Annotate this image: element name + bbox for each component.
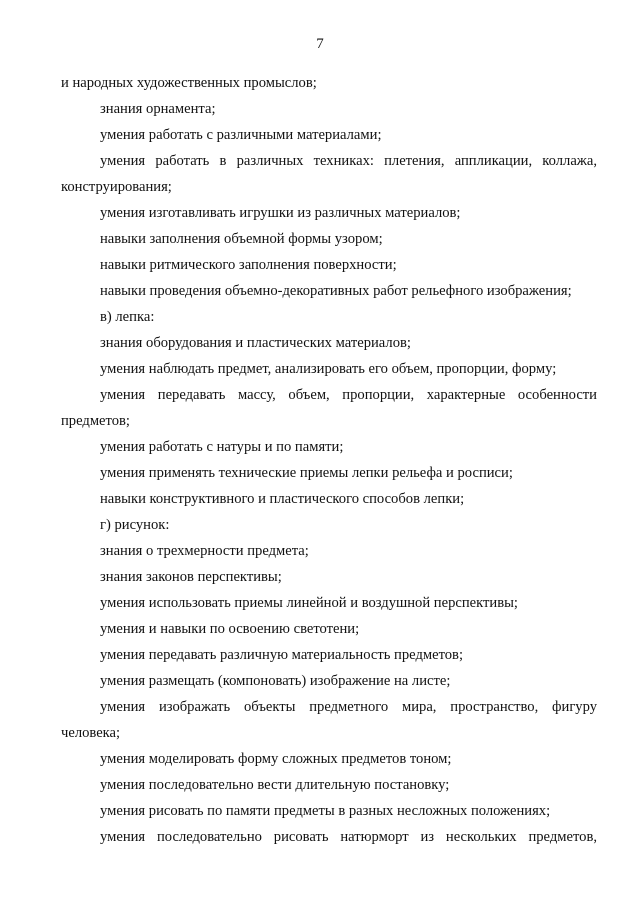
text-line-continuation: человека; bbox=[61, 725, 121, 741]
text-line: умения моделировать форму сложных предметов тоном; bbox=[100, 751, 452, 767]
document-body bbox=[61, 70, 597, 850]
text-line: навыки проведения объемно-декоративных работ рельефного изображения; bbox=[100, 283, 572, 299]
text-line: навыки ритмического заполнения поверхности; bbox=[100, 257, 397, 273]
text-line: умения последовательно вести длительную постановку; bbox=[100, 777, 450, 793]
text-line: умения изображать объекты предметного мира, пространство, фигуру bbox=[100, 699, 597, 715]
section-heading-risunok: г) рисунок: bbox=[100, 517, 170, 533]
text-line: умения рисовать по памяти предметы в разных несложных положениях; bbox=[100, 803, 551, 819]
text-line: умения применять технические приемы лепки рельефа и росписи; bbox=[100, 465, 513, 481]
text-line-continuation: конструирования; bbox=[61, 179, 172, 195]
text-line: навыки конструктивного и пластического способов лепки; bbox=[100, 491, 465, 507]
text-line: умения и навыки по освоению светотени; bbox=[100, 621, 360, 637]
text-line: умения размещать (компоновать) изображение на листе; bbox=[100, 673, 451, 689]
text-line: умения последовательно рисовать натюрморт из нескольких предметов, bbox=[100, 829, 597, 845]
text-line: умения работать с натуры и по памяти; bbox=[100, 439, 344, 455]
text-line-continuation: и народных художественных промыслов; bbox=[61, 75, 317, 91]
text-line: умения работать в различных техниках: плетения, аппликации, коллажа, bbox=[100, 153, 597, 169]
page-number: 7 bbox=[316, 36, 324, 52]
text-line: знания о трехмерности предмета; bbox=[100, 543, 309, 559]
text-line: умения изготавливать игрушки из различных материалов; bbox=[100, 205, 461, 221]
text-line: умения использовать приемы линейной и воздушной перспективы; bbox=[100, 595, 518, 611]
text-line: навыки заполнения объемной формы узором; bbox=[100, 231, 383, 247]
text-line-continuation: предметов; bbox=[61, 413, 130, 429]
text-line: знания законов перспективы; bbox=[100, 569, 282, 585]
section-heading-lepka: в) лепка: bbox=[100, 309, 155, 325]
text-line: знания оборудования и пластических материалов; bbox=[100, 335, 411, 351]
text-line: умения передавать различную материальность предметов; bbox=[100, 647, 464, 663]
text-line: знания орнамента; bbox=[100, 101, 216, 117]
text-line: умения наблюдать предмет, анализировать его объем, пропорции, форму; bbox=[100, 361, 557, 377]
text-line: умения работать с различными материалами; bbox=[100, 127, 382, 143]
text-line: умения передавать массу, объем, пропорции, характерные особенности bbox=[100, 387, 597, 403]
